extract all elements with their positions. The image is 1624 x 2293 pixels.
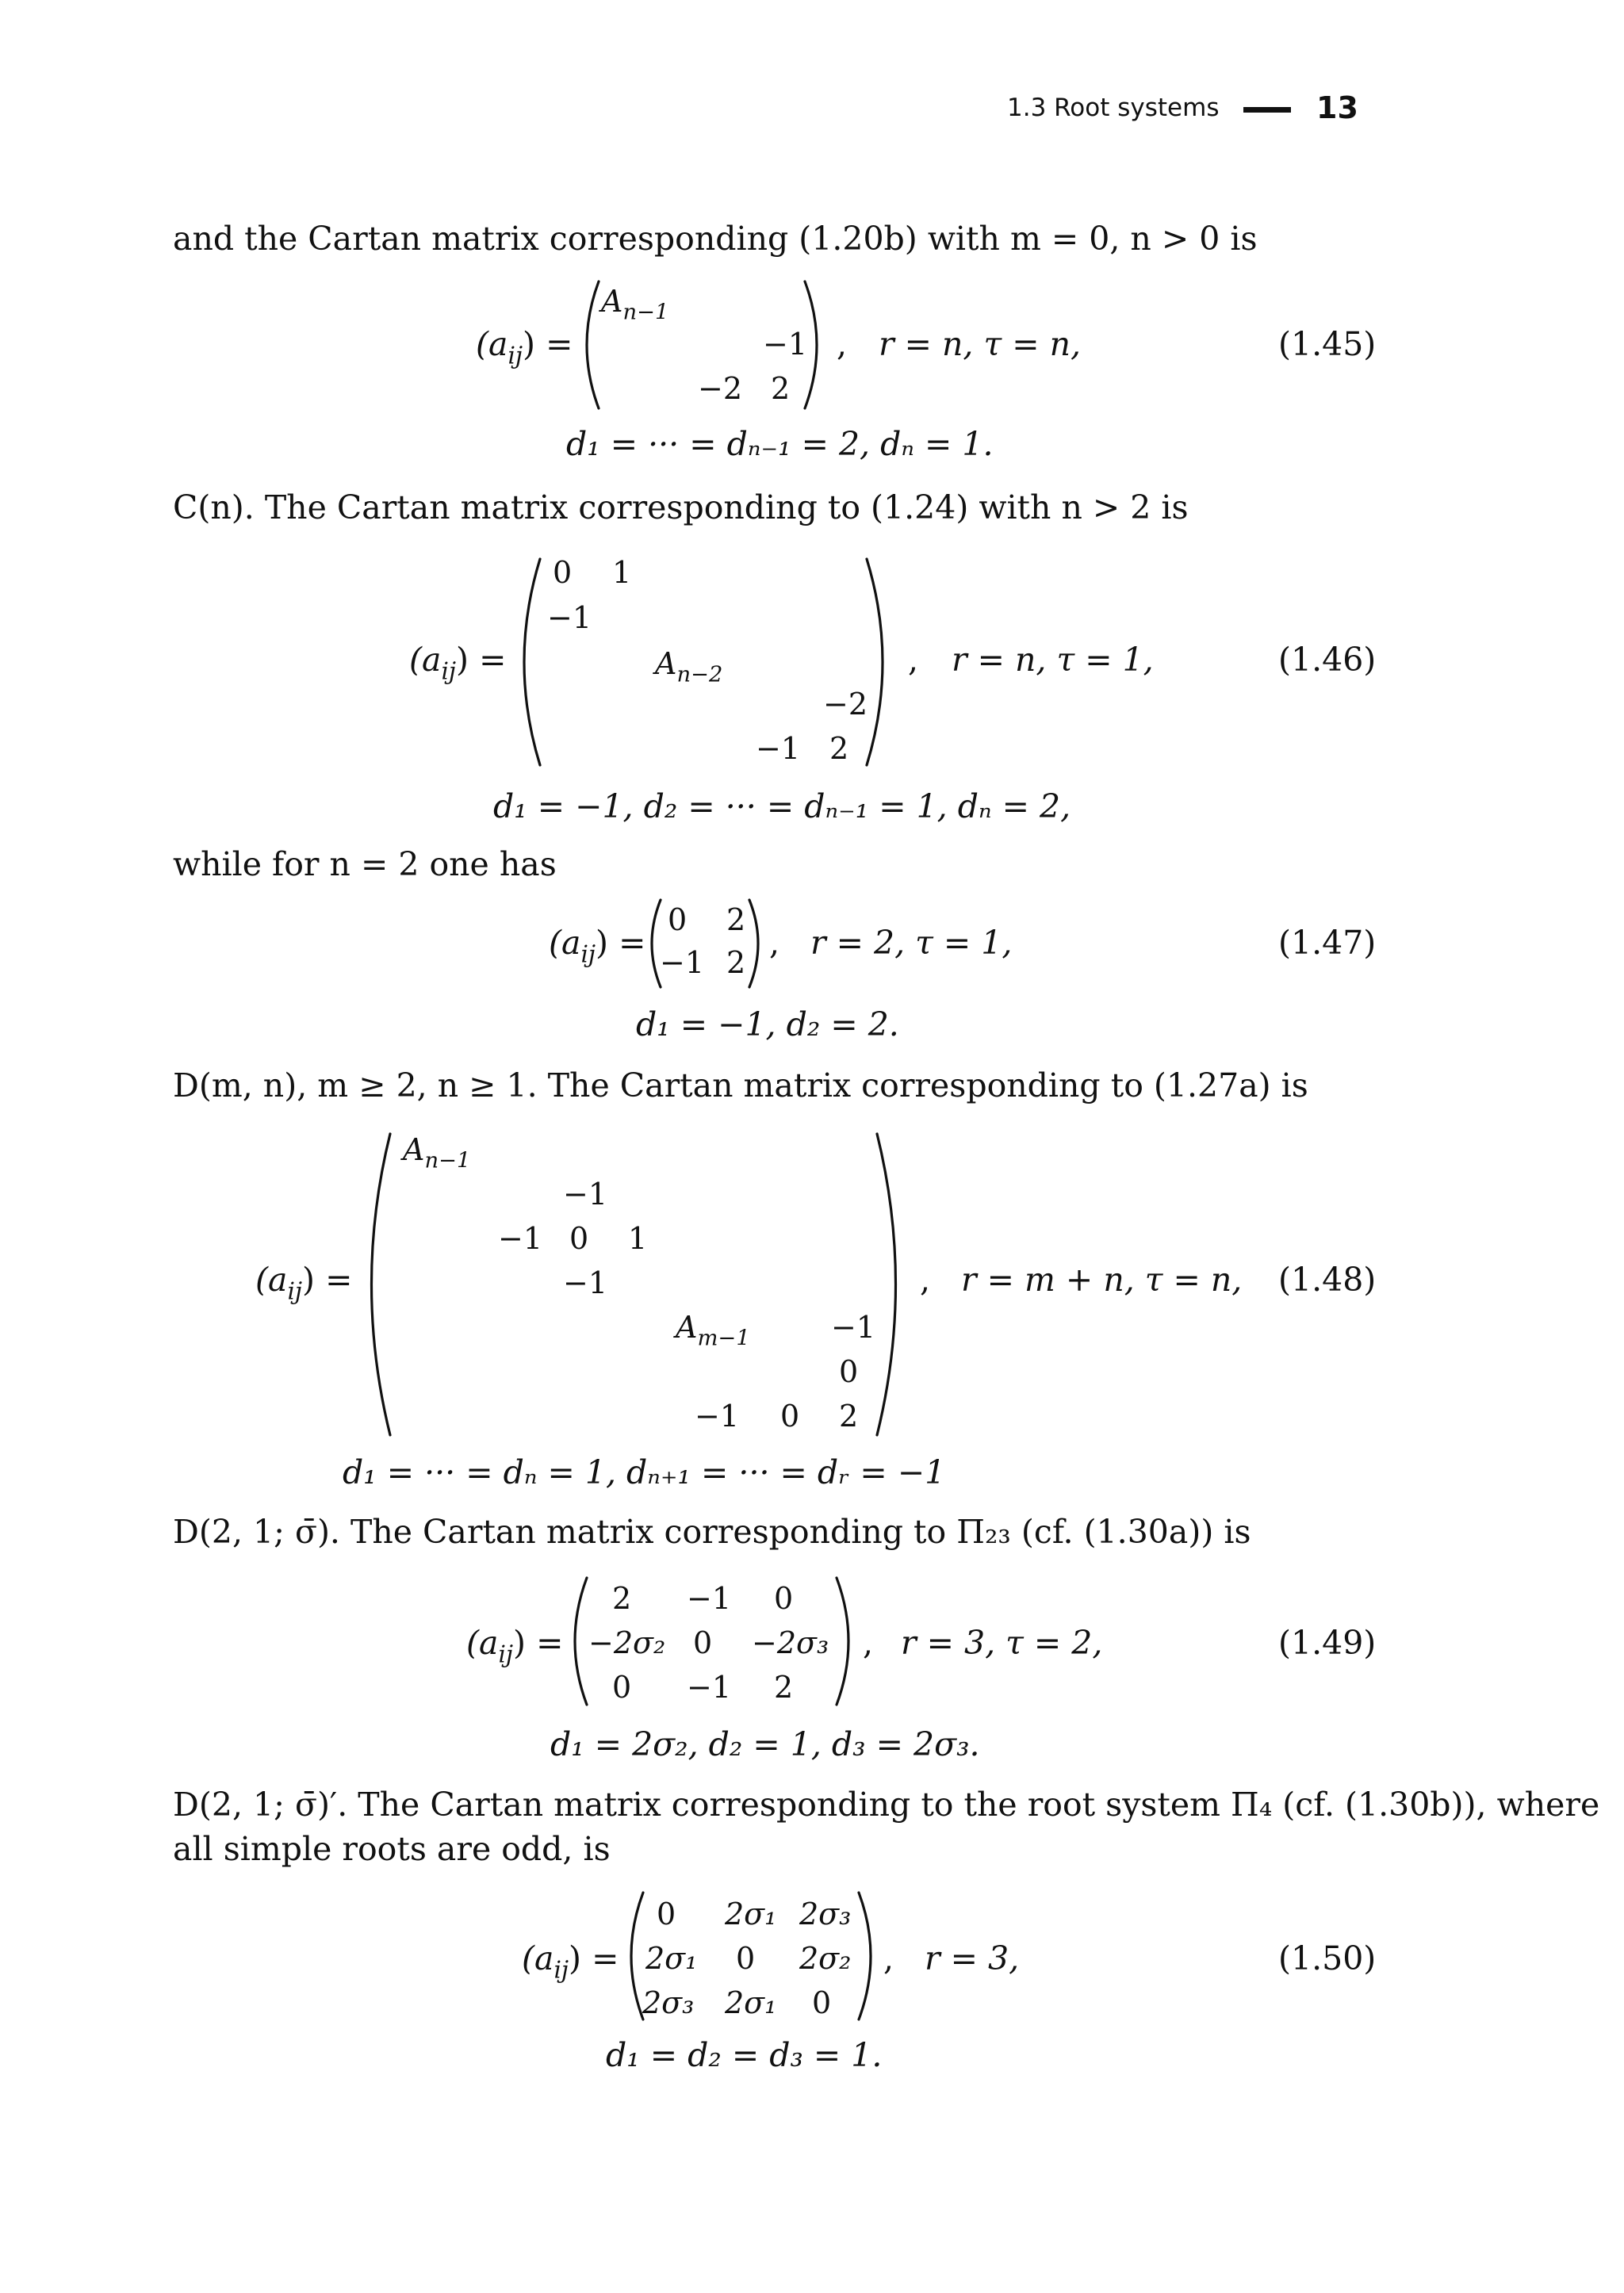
eq-1-48-block: $A_{n-1}$ [403, 1132, 471, 1173]
eq-1-50-cell: 0 [812, 1985, 832, 2020]
eq-1-48-block: $A_{m-1}$ [676, 1310, 750, 1351]
eq-1-48-right-paren [871, 1130, 918, 1439]
eq-1-45-condition: r = n, τ = n, [879, 325, 1082, 363]
eq-1-50-condition: r = 3, [925, 1939, 1020, 1977]
eq-1-45-cell: −2 [698, 371, 743, 406]
paragraph-6-line-2: all simple roots are odd, is [173, 1830, 611, 1868]
eq-1-50-cell: 2σ₁ [725, 1897, 777, 1931]
eq-1-46-cell: −1 [547, 600, 592, 635]
eq-1-49-cell: −2σ₃ [752, 1625, 829, 1660]
eq-1-45-cell: 2 [771, 371, 791, 406]
eq-1-49-left-paren [559, 1574, 591, 1709]
eq-1-45-number: (1.45) [1278, 325, 1377, 363]
eq-1-48-cell: −1 [498, 1221, 543, 1256]
eq-1-47-d-line: d₁ = −1, d₂ = 2. [636, 1005, 899, 1043]
paragraph-2: C(n). The Cartan matrix corresponding to (1.24) with n > 2 is [173, 488, 1189, 526]
eq-1-50-cell: 2σ₁ [725, 1985, 777, 2020]
eq-1-46-d-line: d₁ = −1, d₂ = ··· = dₙ₋₁ = 1, dₙ = 2, [493, 787, 1071, 825]
eq-1-48-left-paren [349, 1130, 396, 1439]
eq-1-50-d-line: d₁ = d₂ = d₃ = 1. [606, 2036, 883, 2074]
eq-1-49-cell: −2σ₂ [588, 1625, 666, 1660]
eq-1-49-cell: 2 [774, 1670, 794, 1705]
eq-1-45-right-paren [801, 278, 833, 412]
eq-1-48-lhs: $(a_{ij})$ = [255, 1261, 353, 1305]
eq-1-46-block: $A_{n-2}$ [655, 646, 723, 687]
eq-1-49-cell: 2 [612, 1581, 632, 1616]
running-header-section: 1.3 Root systems [1007, 94, 1220, 122]
eq-1-48-cell: 0 [569, 1221, 589, 1256]
eq-1-45-cell: −1 [763, 327, 808, 362]
eq-1-49-number: (1.49) [1278, 1624, 1377, 1662]
eq-1-48-number: (1.48) [1278, 1261, 1377, 1299]
paragraph-1: and the Cartan matrix corresponding (1.20b) with m = 0, n > 0 is [173, 220, 1258, 258]
eq-1-50-right-paren [855, 1889, 887, 2023]
eq-1-50-cell: 2σ₂ [799, 1941, 852, 1976]
eq-1-50-cell: 2σ₃ [642, 1985, 695, 2020]
eq-1-50-comma: , [883, 1939, 894, 1977]
eq-1-47-number: (1.47) [1278, 924, 1377, 962]
eq-1-50-cell: 2σ₁ [645, 1941, 698, 1976]
paragraph-6-line-1: D(2, 1; σ̄)′. The Cartan matrix corresponding to the root system Π₄ (cf. (1.30b)), where [173, 1786, 1600, 1824]
eq-1-49-cell: 0 [693, 1625, 713, 1660]
eq-1-48-cell: −1 [563, 1265, 608, 1300]
eq-1-45-left-paren [571, 278, 603, 412]
eq-1-49-right-paren [833, 1574, 864, 1709]
eq-1-47-comma: , [769, 924, 780, 962]
paragraph-5: D(2, 1; σ̄). The Cartan matrix corresponding to Π₂₃ (cf. (1.30a)) is [173, 1513, 1251, 1551]
eq-1-50-lhs: $(a_{ij})$ = [522, 1939, 619, 1984]
paragraph-3: while for n = 2 one has [173, 845, 557, 883]
eq-1-45-lhs: $(a_{ij})$ = [476, 325, 573, 369]
eq-1-49-cell: −1 [687, 1581, 732, 1616]
eq-1-46-comma: , [908, 641, 919, 679]
eq-1-48-cell: 2 [839, 1399, 859, 1434]
eq-1-47-cell: 2 [726, 902, 746, 937]
eq-1-46-right-paren [863, 555, 902, 769]
eq-1-49-lhs: $(a_{ij})$ = [466, 1624, 564, 1668]
eq-1-46-cell: 0 [553, 555, 573, 590]
eq-1-45-d-line: d₁ = ··· = dₙ₋₁ = 2, dₙ = 1. [566, 425, 994, 463]
eq-1-48-cell: 0 [839, 1354, 859, 1389]
eq-1-46-cell: 2 [829, 731, 849, 766]
eq-1-46-number: (1.46) [1278, 641, 1377, 679]
eq-1-46-condition: r = n, τ = 1, [952, 641, 1154, 679]
eq-1-48-d-line: d₁ = ··· = dₙ = 1, dₙ₊₁ = ··· = dᵣ = −1 [343, 1453, 946, 1491]
eq-1-45-comma: , [837, 325, 848, 363]
eq-1-47-cell: 2 [726, 945, 746, 980]
page-number: 13 [1316, 90, 1358, 125]
eq-1-46-cell: −2 [823, 687, 868, 722]
eq-1-48-cell: −1 [831, 1310, 876, 1345]
eq-1-48-cell: −1 [695, 1399, 740, 1434]
eq-1-49-cell: −1 [687, 1670, 732, 1705]
eq-1-49-condition: r = 3, τ = 2, [901, 1624, 1103, 1662]
eq-1-49-cell: 0 [612, 1670, 632, 1705]
eq-1-46-cell: −1 [756, 731, 801, 766]
eq-1-47-cell: 0 [668, 902, 688, 937]
eq-1-50-cell: 0 [657, 1897, 676, 1931]
eq-1-50-cell: 2σ₃ [799, 1897, 852, 1931]
eq-1-47-cell: −1 [660, 945, 705, 980]
eq-1-47-condition: r = 2, τ = 1, [810, 924, 1013, 962]
eq-1-46-lhs: $(a_{ij})$ = [409, 641, 507, 685]
eq-1-50-cell: 0 [736, 1941, 756, 1976]
eq-1-48-cell: −1 [563, 1177, 608, 1212]
eq-1-50-number: (1.50) [1278, 1939, 1377, 1977]
eq-1-47-right-paren [745, 896, 769, 991]
eq-1-48-cell: 1 [628, 1221, 648, 1256]
eq-1-47-lhs: $(a_{ij})$ = [549, 924, 646, 968]
eq-1-49-comma: , [863, 1624, 874, 1662]
eq-1-45-block: $A_{n-1}$ [601, 284, 669, 325]
eq-1-46-left-paren [504, 555, 544, 769]
header-rule [1243, 107, 1291, 113]
eq-1-48-comma: , [920, 1261, 931, 1299]
paragraph-4: D(m, n), m ≥ 2, n ≥ 1. The Cartan matrix corresponding to (1.27a) is [173, 1066, 1308, 1104]
eq-1-49-d-line: d₁ = 2σ₂, d₂ = 1, d₃ = 2σ₃. [550, 1725, 980, 1763]
eq-1-48-cell: 0 [780, 1399, 800, 1434]
eq-1-46-cell: 1 [612, 555, 632, 590]
eq-1-49-cell: 0 [774, 1581, 794, 1616]
eq-1-48-condition: r = m + n, τ = n, [961, 1261, 1243, 1299]
